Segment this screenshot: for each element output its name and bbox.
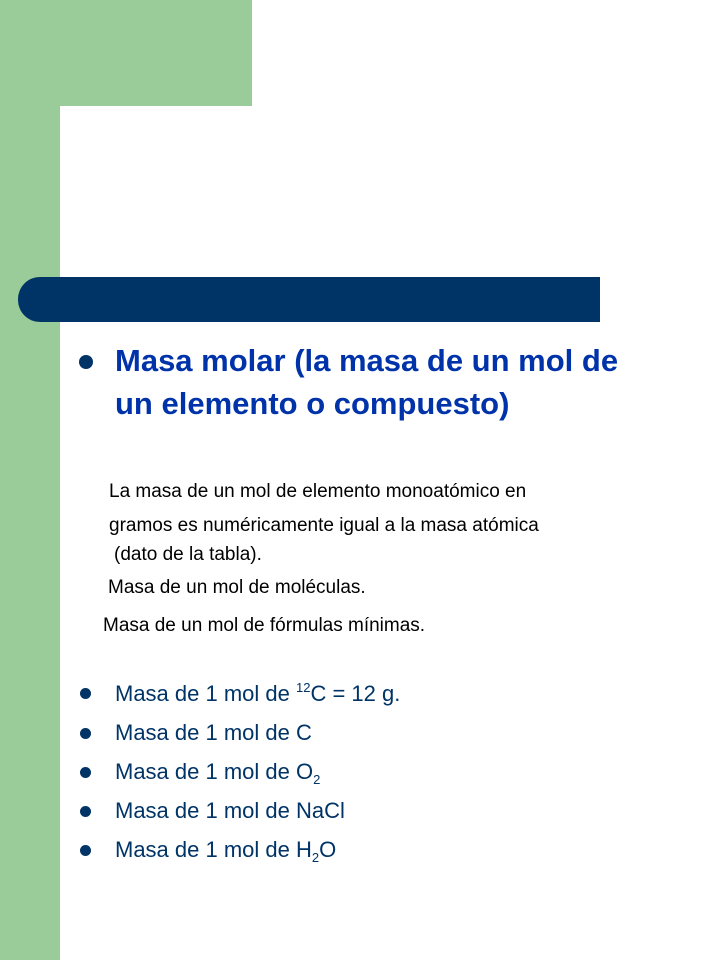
body-line: (dato de la tabla).	[114, 544, 262, 565]
bullet-icon	[79, 355, 93, 369]
slide-title: Masa molar (la masa de un mol de un elemento o compuesto)	[115, 343, 619, 421]
item-text: Masa de 1 mol de NaCl	[115, 798, 345, 823]
list-item	[115, 758, 320, 786]
bullet-icon	[80, 767, 91, 778]
item-text: Masa de 1 mol de C	[115, 720, 312, 745]
body-line: Masa de un mol de moléculas.	[108, 577, 366, 598]
subscript: 2	[313, 772, 321, 787]
superscript: 12	[295, 680, 311, 695]
list-item	[115, 719, 312, 747]
rounded-corner-decoration	[60, 106, 100, 146]
body-line: gramos es numéricamente igual a la masa atómica	[109, 515, 539, 536]
subscript: 2	[311, 850, 320, 865]
bullet-icon	[80, 845, 91, 856]
item-text: Masa de 1 mol de O	[115, 759, 314, 784]
bullet-icon	[80, 728, 91, 739]
list-item	[115, 797, 345, 825]
item-text: Masa de 1 mol de	[115, 681, 296, 706]
body-line: La masa de un mol de elemento monoatómico en	[109, 481, 527, 502]
bullet-icon	[80, 806, 91, 817]
sidebar-decoration	[0, 0, 60, 960]
bullet-icon	[80, 688, 91, 699]
item-text: C = 12 g.	[310, 681, 401, 706]
item-text: O	[319, 837, 337, 862]
list-item	[115, 680, 400, 708]
list-item	[115, 836, 336, 864]
body-line: Masa de un mol de fórmulas mínimas.	[103, 615, 426, 636]
top-left-decoration	[0, 0, 252, 106]
title-bar	[18, 277, 600, 322]
item-text: Masa de 1 mol de H	[115, 837, 312, 862]
